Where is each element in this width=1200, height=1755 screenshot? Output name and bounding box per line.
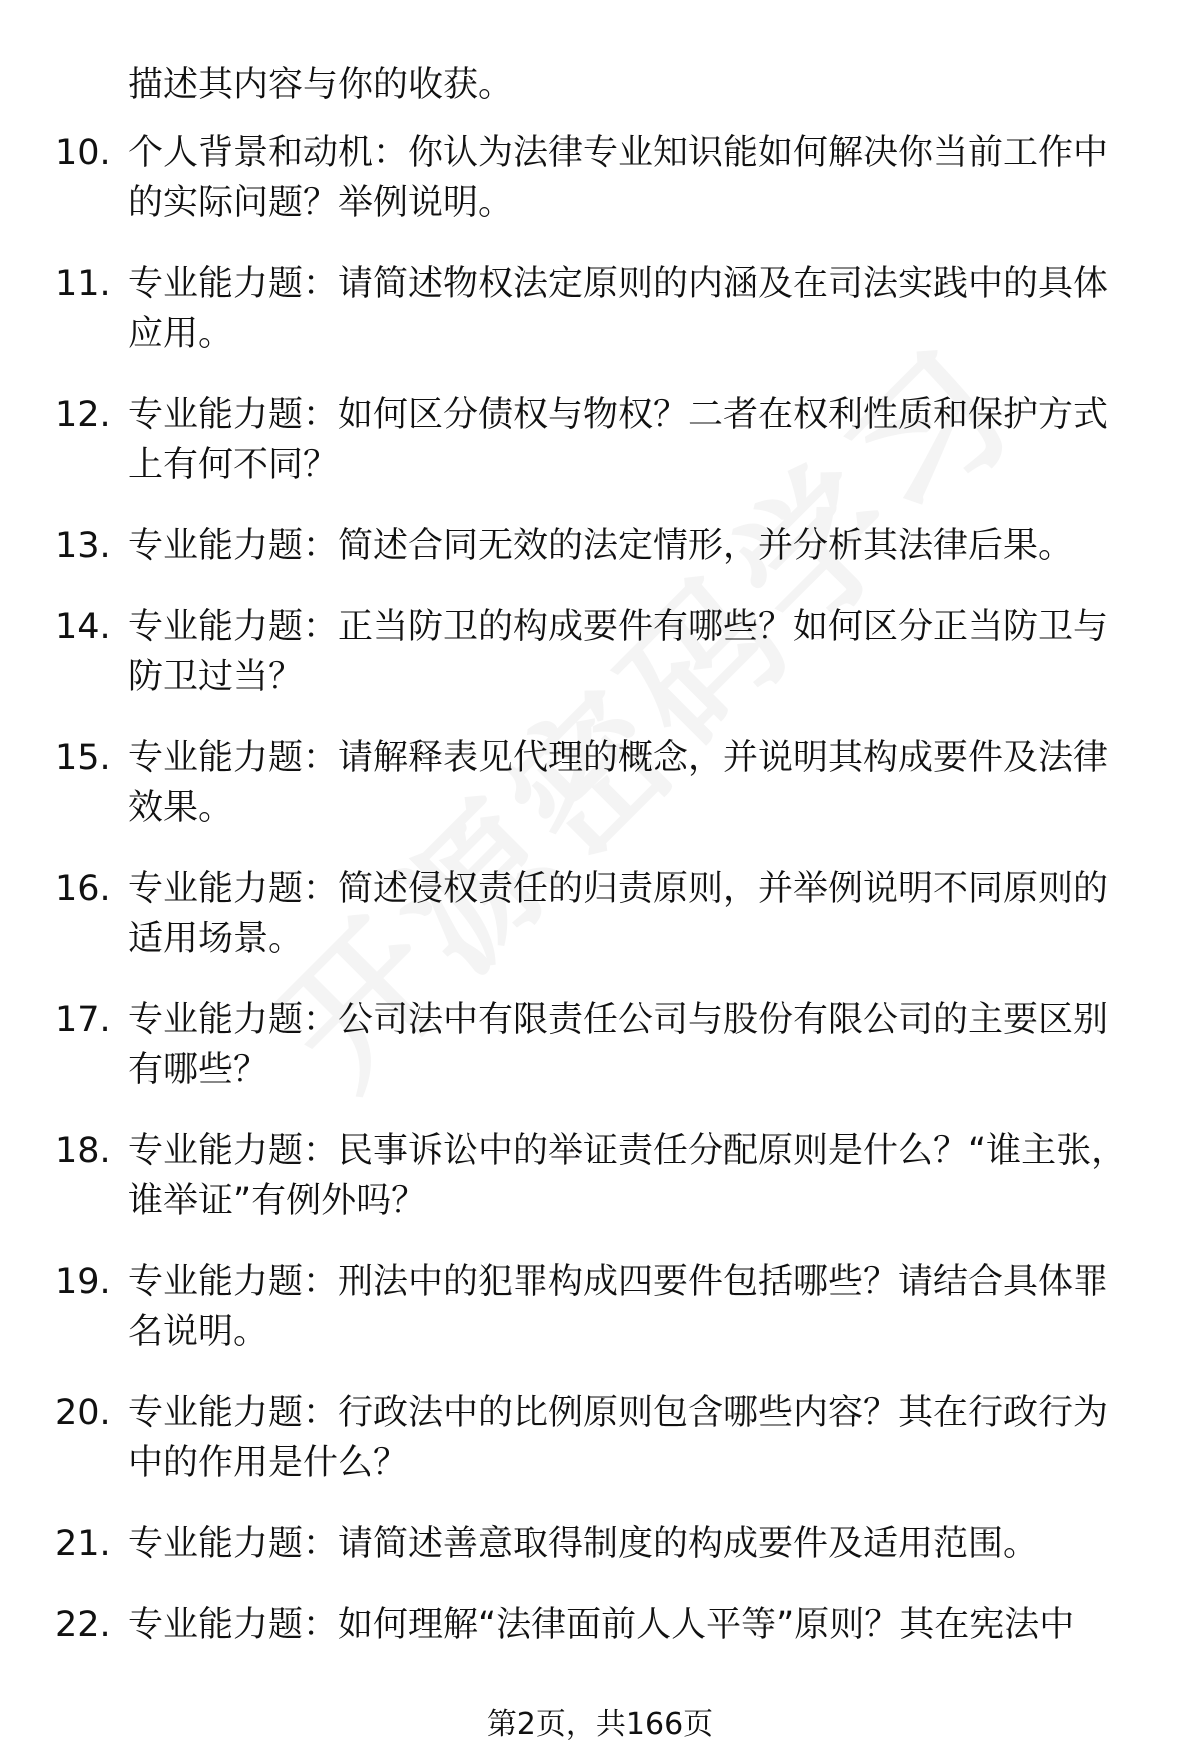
question-item-18	[0, 1126, 1200, 1226]
question-text: 专业能力题：刑法中的犯罪构成四要件包括哪些？请结合具体罪名说明。	[128, 1262, 1109, 1352]
question-item-17	[0, 995, 1200, 1095]
question-number: 14.	[55, 607, 111, 647]
question-item-15	[0, 733, 1200, 833]
question-item-13	[0, 521, 1200, 571]
question-text: 专业能力题：正当防卫的构成要件有哪些？如何区分正当防卫与防卫过当？	[128, 607, 1109, 697]
question-item-20	[0, 1388, 1200, 1488]
question-text: 个人背景和动机：你认为法律专业知识能如何解决你当前工作中的实际问题？举例说明。	[128, 133, 1109, 223]
question-number: 10.	[55, 133, 111, 173]
question-item-22	[0, 1600, 1200, 1650]
question-number: 17.	[55, 1000, 111, 1040]
question-item-19	[0, 1257, 1200, 1357]
question-text: 专业能力题：请简述物权法定原则的内涵及在司法实践中的具体应用。	[128, 264, 1109, 354]
question-item-10	[0, 128, 1200, 228]
question-text: 专业能力题：公司法中有限责任公司与股份有限公司的主要区别有哪些？	[128, 1000, 1109, 1090]
question-item-16	[0, 864, 1200, 964]
question-text: 专业能力题：简述合同无效的法定情形，并分析其法律后果。	[128, 526, 1074, 566]
question-number: 11.	[55, 264, 111, 304]
question-item-14	[0, 602, 1200, 702]
question-item-12	[0, 390, 1200, 490]
question-number: 20.	[55, 1393, 111, 1433]
question-number: 13.	[55, 526, 111, 566]
question-text: 专业能力题：行政法中的比例原则包含哪些内容？其在行政行为中的作用是什么？	[128, 1393, 1109, 1483]
question-number: 16.	[55, 869, 111, 909]
question-text: 专业能力题：请解释表见代理的概念，并说明其构成要件及法律效果。	[128, 738, 1109, 828]
question-number: 21.	[55, 1524, 111, 1564]
question-list	[0, 128, 1200, 1681]
question-item-11	[0, 259, 1200, 359]
question-text: 专业能力题：简述侵权责任的归责原则，并举例说明不同原则的适用场景。	[128, 869, 1109, 959]
question-text: 专业能力题：请简述善意取得制度的构成要件及适用范围。	[128, 1524, 1039, 1564]
question-item-21	[0, 1519, 1200, 1569]
continuation-text: 描述其内容与你的收获。	[128, 65, 514, 105]
question-number: 15.	[55, 738, 111, 778]
question-text: 专业能力题：如何理解“法律面前人人平等”原则？其在宪法中	[128, 1605, 1075, 1645]
page-footer: 第2页，共166页	[486, 1707, 714, 1742]
question-number: 18.	[55, 1131, 111, 1171]
question-number: 19.	[55, 1262, 111, 1302]
question-number: 12.	[55, 395, 111, 435]
question-text: 专业能力题：如何区分债权与物权？二者在权利性质和保护方式上有何不同？	[128, 395, 1109, 485]
question-text: 专业能力题：民事诉讼中的举证责任分配原则是什么？“谁主张，谁举证”有例外吗？	[128, 1131, 1127, 1221]
question-number: 22.	[55, 1605, 111, 1645]
